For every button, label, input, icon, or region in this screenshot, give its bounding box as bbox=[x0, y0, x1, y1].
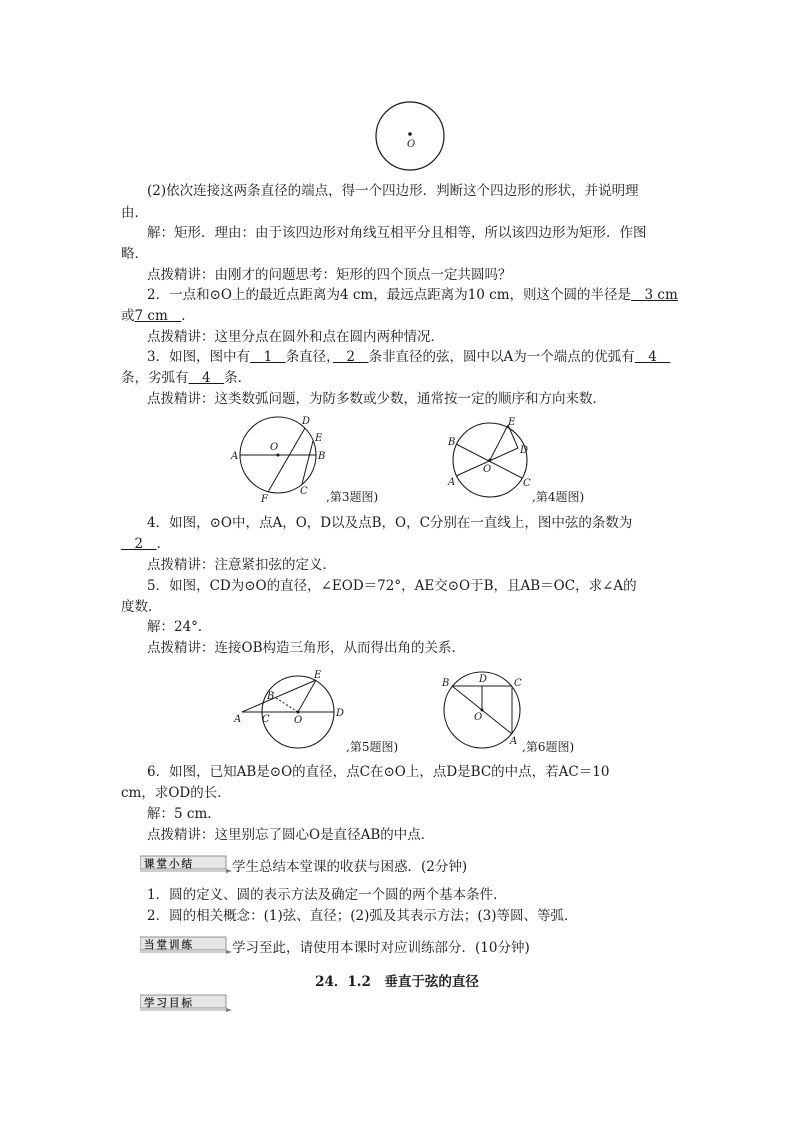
label-a: A bbox=[234, 714, 242, 725]
badge-summary-text: 课堂小结 bbox=[144, 858, 194, 870]
circle bbox=[376, 102, 444, 170]
label-o: O bbox=[294, 715, 303, 726]
badge-class-practice bbox=[140, 936, 226, 952]
summary-item-1: 1．圆的定义、圆的表示方法及确定一个圆的两个基本条件． bbox=[147, 887, 507, 903]
label-c: C bbox=[514, 678, 522, 689]
figure-6 bbox=[440, 670, 526, 754]
label-d: D bbox=[302, 416, 311, 427]
label-b: B bbox=[267, 691, 275, 702]
badge-class-summary bbox=[140, 855, 226, 871]
line-ae bbox=[242, 680, 316, 712]
tip-6: 点拨精讲：这里别忘了圆心O是直径AB的中点． bbox=[147, 827, 435, 843]
q3-text-3: 条非直径的弦，圆中以A为一个端点的优弧有 bbox=[368, 349, 635, 365]
question-5-line-2: 度数． bbox=[121, 599, 162, 615]
question-1-2-line-2: 由． bbox=[121, 205, 148, 221]
answer-blank-3b: 2 bbox=[332, 349, 369, 365]
figure-3 bbox=[230, 414, 330, 510]
figure-circle-o bbox=[370, 100, 450, 184]
question-1-2-line-1: (2)依次连接这两条直径的端点，得一个四边形．判断这个四边形的形状，并说明理 bbox=[147, 183, 639, 199]
answer-blank-3a: 1 bbox=[250, 349, 286, 365]
figure-4 bbox=[446, 416, 536, 510]
question-6-line-1: 6．如图，已知AB是⊙O的直径，点C在⊙O上，点D是BC的中点，若AC＝10 bbox=[147, 764, 610, 780]
label-c: C bbox=[300, 486, 308, 497]
chord-df bbox=[268, 428, 305, 492]
tip-1: 点拨精讲：由刚才的问题思考：矩形的四个顶点一定共圆吗？ bbox=[147, 267, 512, 283]
question-5-line-1: 5．如图，CD为⊙O的直径，∠EOD＝72°，AE交⊙O于B，且AB＝OC，求∠A的 bbox=[147, 578, 637, 594]
label-c: C bbox=[523, 478, 531, 489]
answer-blank-2a: 3 cm bbox=[631, 287, 678, 303]
question-2-line-1 bbox=[147, 286, 678, 304]
label-a: A bbox=[448, 477, 456, 488]
label-e: E bbox=[315, 433, 323, 444]
question-2-text: 2．一点和⊙O上的最近点距离为4 cm，最远点距离为10 cm，则这个圆的半径是 bbox=[147, 287, 632, 303]
q3-text-2: 条直径， bbox=[285, 349, 333, 365]
label-o: O bbox=[474, 712, 483, 723]
center-point bbox=[277, 454, 280, 457]
label-b: B bbox=[448, 437, 456, 448]
summary-item-2: 2．圆的相关概念：(1)弦、直径；(2)弧及其表示方法；(3)等圆、等弧． bbox=[147, 908, 578, 924]
tip-2: 点拨精讲：这里分点在圆外和点在圆内两种情况． bbox=[147, 329, 444, 345]
q3-text-4: 条，劣弧有 bbox=[121, 370, 189, 386]
label-f: F bbox=[261, 494, 268, 505]
tip-4: 点拨精讲：注意紧扣弦的定义． bbox=[147, 557, 336, 573]
figure-5 bbox=[232, 668, 350, 754]
question-2-or: 或 bbox=[121, 308, 135, 324]
label-b: B bbox=[318, 451, 326, 462]
badge-goals-text: 学习目标 bbox=[144, 997, 194, 1009]
answer-6: 解：5 cm. bbox=[147, 806, 212, 822]
label-o: O bbox=[483, 464, 492, 475]
practice-intro: 学习至此，请使用本课时对应训练部分．(10分钟) bbox=[232, 940, 530, 956]
question-2-line-2 bbox=[121, 307, 195, 325]
answer-blank-3d: 4 bbox=[188, 370, 225, 386]
answer-blank-4: 2 bbox=[121, 536, 157, 552]
segment-ob-dashed bbox=[276, 698, 298, 712]
tip-5: 点拨精讲：连接OB构造三角形，从而得出角的关系． bbox=[147, 640, 465, 656]
question-2-end: ． bbox=[181, 308, 195, 324]
question-3-line-2 bbox=[121, 369, 251, 387]
question-6-line-2: cm，求OD的长． bbox=[121, 785, 231, 801]
answer-blank-3c: 4 bbox=[634, 349, 671, 365]
center-point bbox=[489, 459, 492, 462]
caption-figure-3: ,第3题图) bbox=[326, 490, 379, 504]
label-o: O bbox=[407, 139, 416, 150]
label-d: D bbox=[479, 674, 488, 685]
label-e: E bbox=[508, 417, 516, 428]
summary-intro: 学生总结本堂课的收获与困惑．(2分钟) bbox=[232, 859, 468, 875]
label-d: D bbox=[520, 445, 529, 456]
q3-text-5: 条． bbox=[224, 370, 252, 386]
segment-oe bbox=[298, 680, 316, 712]
badge-learning-goals bbox=[140, 994, 226, 1010]
center-point bbox=[297, 711, 300, 714]
caption-figure-5: ,第5题图) bbox=[346, 740, 399, 754]
label-c: C bbox=[262, 714, 270, 725]
chord-ec bbox=[302, 441, 313, 484]
q3-text-1: 3．如图，图中有 bbox=[147, 349, 251, 365]
section-title: 24．1.2 垂直于弦的直径 bbox=[315, 974, 479, 990]
center-point bbox=[408, 132, 412, 136]
label-e: E bbox=[314, 670, 322, 681]
label-d: D bbox=[336, 708, 345, 719]
segment-ed bbox=[508, 425, 518, 448]
label-a: A bbox=[510, 736, 518, 747]
caption-figure-6: ,第6题图) bbox=[522, 740, 575, 754]
question-4-line-2 bbox=[121, 535, 170, 553]
badge-practice-text: 当堂训练 bbox=[144, 939, 194, 951]
answer-5: 解：24°． bbox=[147, 619, 212, 635]
caption-figure-4: ,第4题图) bbox=[532, 490, 585, 504]
answer-1-line-1: 解：矩形．理由：由于该四边形对角线互相平分且相等，所以该四边形为矩形．作图 bbox=[147, 225, 647, 241]
tip-3: 点拨精讲：这类数弧问题，为防多数或少数，通常按一定的顺序和方向来数． bbox=[147, 391, 606, 407]
answer-blank-2b: 7 cm bbox=[134, 308, 182, 324]
label-o: O bbox=[270, 442, 279, 453]
question-4-line-1: 4．如图，⊙O中，点A，O，D以及点B，O，C分别在一直线上，图中弦的条数为 bbox=[147, 515, 633, 531]
label-a: A bbox=[231, 451, 239, 462]
segment-oe bbox=[490, 425, 508, 460]
question-3-line-1 bbox=[147, 348, 670, 366]
question-4-end: ． bbox=[156, 536, 171, 552]
answer-1-line-2: 略． bbox=[121, 246, 148, 262]
label-b: B bbox=[442, 678, 450, 689]
